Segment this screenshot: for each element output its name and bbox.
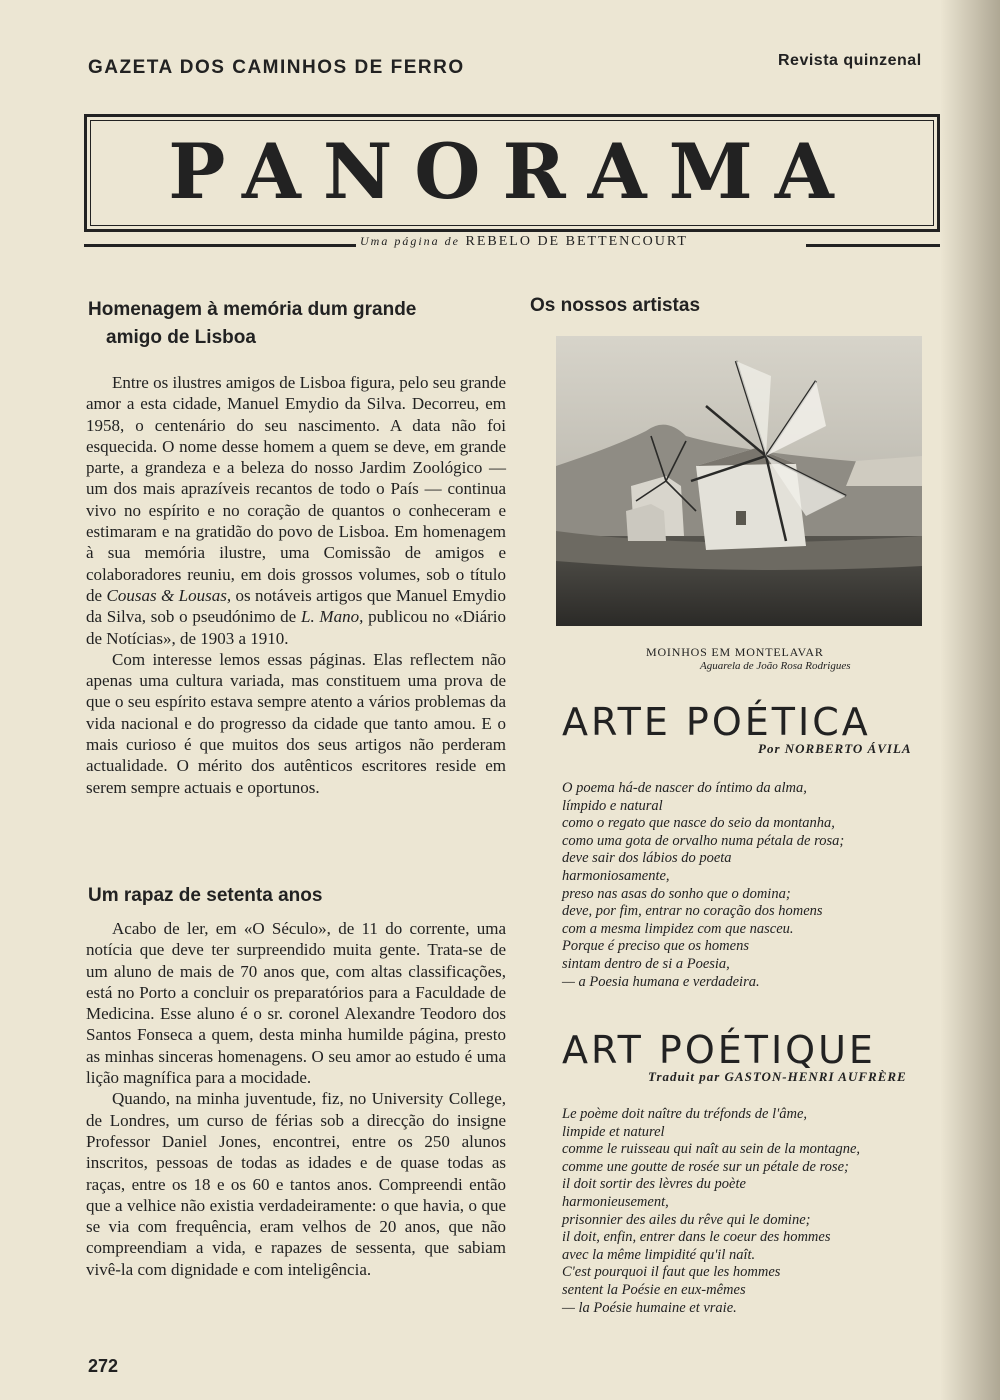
poem-pt-author-prefix: Por <box>758 741 781 756</box>
byline-rule-left <box>84 244 356 247</box>
poem-line: C'est pourquoi il faut que les hommes <box>562 1264 781 1281</box>
byline-rule-right <box>806 244 940 247</box>
windmills-painting <box>556 336 922 626</box>
article1-p1-text-c: publicou no «Diário de Notícias», de 1903 a 1910. <box>86 607 507 648</box>
article1-paragraph-1 <box>86 372 506 649</box>
poem-fr-author-prefix: Traduit par <box>648 1069 721 1084</box>
poem-line: avec la même limpidité qu'il naît. <box>562 1246 756 1263</box>
article1-p1-text-a: Entre os ilustres amigos de Lisboa figura, pelo seu grande amor a esta cidade, Manuel Emydio da Silva. Decorreu, em 1958, o centenário do seu nascimento. A data não foi esquecida. O nome desse homem a quem se deve, em grande parte, a grandeza e a beleza do nosso Jardim Zoológico — um dos mais aprazíveis recantos de todo o País — continua vivo no espírito e no coração de quantos o conheceram e estimaram e na gratidão do povo de Lisboa. Em homenagem à sua memória ilustre, uma Comissão de amigos e colaboradores reuniu, em dois grossos volumes, sob o título de <box>86 373 506 605</box>
poem-pt-text <box>562 780 942 991</box>
poem-line: sintam dentro de si a Poesia, <box>562 955 730 972</box>
poem-line: sentent la Poésie en eux-mêmes <box>562 1281 746 1298</box>
poem-pt-title: ARTE POÉTICA <box>562 700 871 744</box>
page-edge-shadow <box>940 0 1000 1400</box>
article1-heading-line1: Homenagem à memória dum grande <box>88 299 417 320</box>
poem-line: Le poème doit naître du tréfonds de l'âme, <box>562 1106 807 1122</box>
masthead-title: PANORAMA <box>168 127 856 216</box>
masthead-byline <box>360 234 688 250</box>
article2-heading: Um rapaz de setenta anos <box>88 885 323 906</box>
article1-pseudonym: L. Mano, <box>300 607 364 627</box>
article1-p1-text-b: os notáveis artigos que Manuel Emydio da Silva, sob o pseudónimo de <box>86 585 507 627</box>
poem-pt-author-name: NORBERTO ÁVILA <box>784 741 912 756</box>
poem-fr-text <box>562 1106 942 1317</box>
poem-line: deve, por fim, entrar no coração dos homens <box>562 903 823 920</box>
poem-line: preso nas asas do sonho que o domina; <box>562 885 791 902</box>
masthead-box <box>84 114 940 232</box>
poem-line: harmoniosamente, <box>562 867 670 884</box>
poem-line: límpido e natural <box>562 797 663 814</box>
poem-line: O poema há-de nascer do íntimo da alma, <box>562 780 807 796</box>
article1-book-title: Cousas & Lousas, <box>106 585 232 605</box>
painting-caption-title: MOINHOS EM MONTELAVAR <box>646 645 824 659</box>
artists-heading: Os nossos artistas <box>530 295 701 316</box>
article2-paragraph-1: Acabo de ler, em «O Século», de 11 do corrente, uma notícia que deve ter surpreendido muita gente. Trata-se de um aluno de mais de 70 anos que, com altas classificações, está no Porto a concluir os preparatórios para a Faculdade de Medicina. Esse aluno é o sr. coronel Alexandre Teodoro dos Santos Fonseca a quem, desta minha humilde página, presto as minhas sinceras homenagens. O seu amor ao estudo é uma lição magnífica para a mocidade. <box>86 919 506 1088</box>
poem-pt-author <box>758 741 912 757</box>
publication-subtitle: Revista quinzenal <box>778 52 922 69</box>
poem-line: deve sair dos lábios do poeta <box>562 850 732 867</box>
byline-prefix: Uma página de <box>360 234 460 248</box>
poem-line: il doit sortir des lèvres du poète <box>562 1176 746 1193</box>
poem-line: prisonnier des ailes du rêve qui le domine; <box>562 1211 811 1228</box>
poem-line: — la Poésie humaine et vraie. <box>562 1299 737 1316</box>
article1-body <box>86 372 506 798</box>
poem-fr-author <box>648 1069 907 1085</box>
poem-fr-author-name: GASTON-HENRI AUFRÈRE <box>724 1069 907 1084</box>
poem-line: il doit, enfin, entrer dans le coeur des hommes <box>562 1229 831 1246</box>
publication-title: GAZETA DOS CAMINHOS DE FERRO <box>88 57 465 78</box>
poem-line: como uma gota de orvalho numa pétala de rosa; <box>562 832 845 849</box>
poem-line: como o regato que nasce do seio da montanha, <box>562 815 835 832</box>
poem-line: harmonieusement, <box>562 1193 669 1210</box>
article1-paragraph-2: Com interesse lemos essas páginas. Elas reflectem não apenas uma cultura variada, mas constituem uma prova de que o seu espírito estava sempre atento a vários problemas da vida nacional e do progresso da cidade que tanto amou. E o mais curioso é que muitos dos seus artigos não perderam actualidade. O mérito dos autênticos escritores reside em serem sempre actuais e oportunos. <box>86 649 506 797</box>
article2-paragraph-2: Quando, na minha juventude, fiz, no University College, de Londres, um curso de férias sob a direcção do insigne Professor Daniel Jones, encontrei, entre os 250 alunos inscritos, pessoas de todas as idades e de quase todas as raças, entre os 18 e os 60 e tantos anos. Compreendi então que a velhice não existia verdadeiramente: o que havia, o que se via com frequência, eram velhos de 20 anos, que não compreendiam a vida, e rapazes de sessenta, que sabiam vivê-la com dignidade e com inteligência. <box>86 1089 506 1279</box>
page-number: 272 <box>88 1356 119 1376</box>
poem-line: comme le ruisseau qui naît au sein de la montagne, <box>562 1141 861 1158</box>
article1-heading-line2: amigo de Lisboa <box>106 327 256 348</box>
poem-line: comme une goutte de rosée sur un pétale de rose; <box>562 1158 849 1175</box>
windmills-illustration <box>556 336 922 626</box>
byline-author: REBELO DE BETTENCOURT <box>465 234 688 249</box>
article2-body <box>86 918 506 1280</box>
poem-fr-title: ART POÉTIQUE <box>562 1028 876 1072</box>
painting-caption-credit: Aguarela de João Rosa Rodrigues <box>700 660 851 672</box>
poem-line: limpide et naturel <box>562 1123 665 1140</box>
poem-line: — a Poesia humana e verdadeira. <box>562 973 760 990</box>
poem-line: com a mesma limpidez com que nasceu. <box>562 920 794 937</box>
poem-line: Porque é preciso que os homens <box>562 938 749 955</box>
